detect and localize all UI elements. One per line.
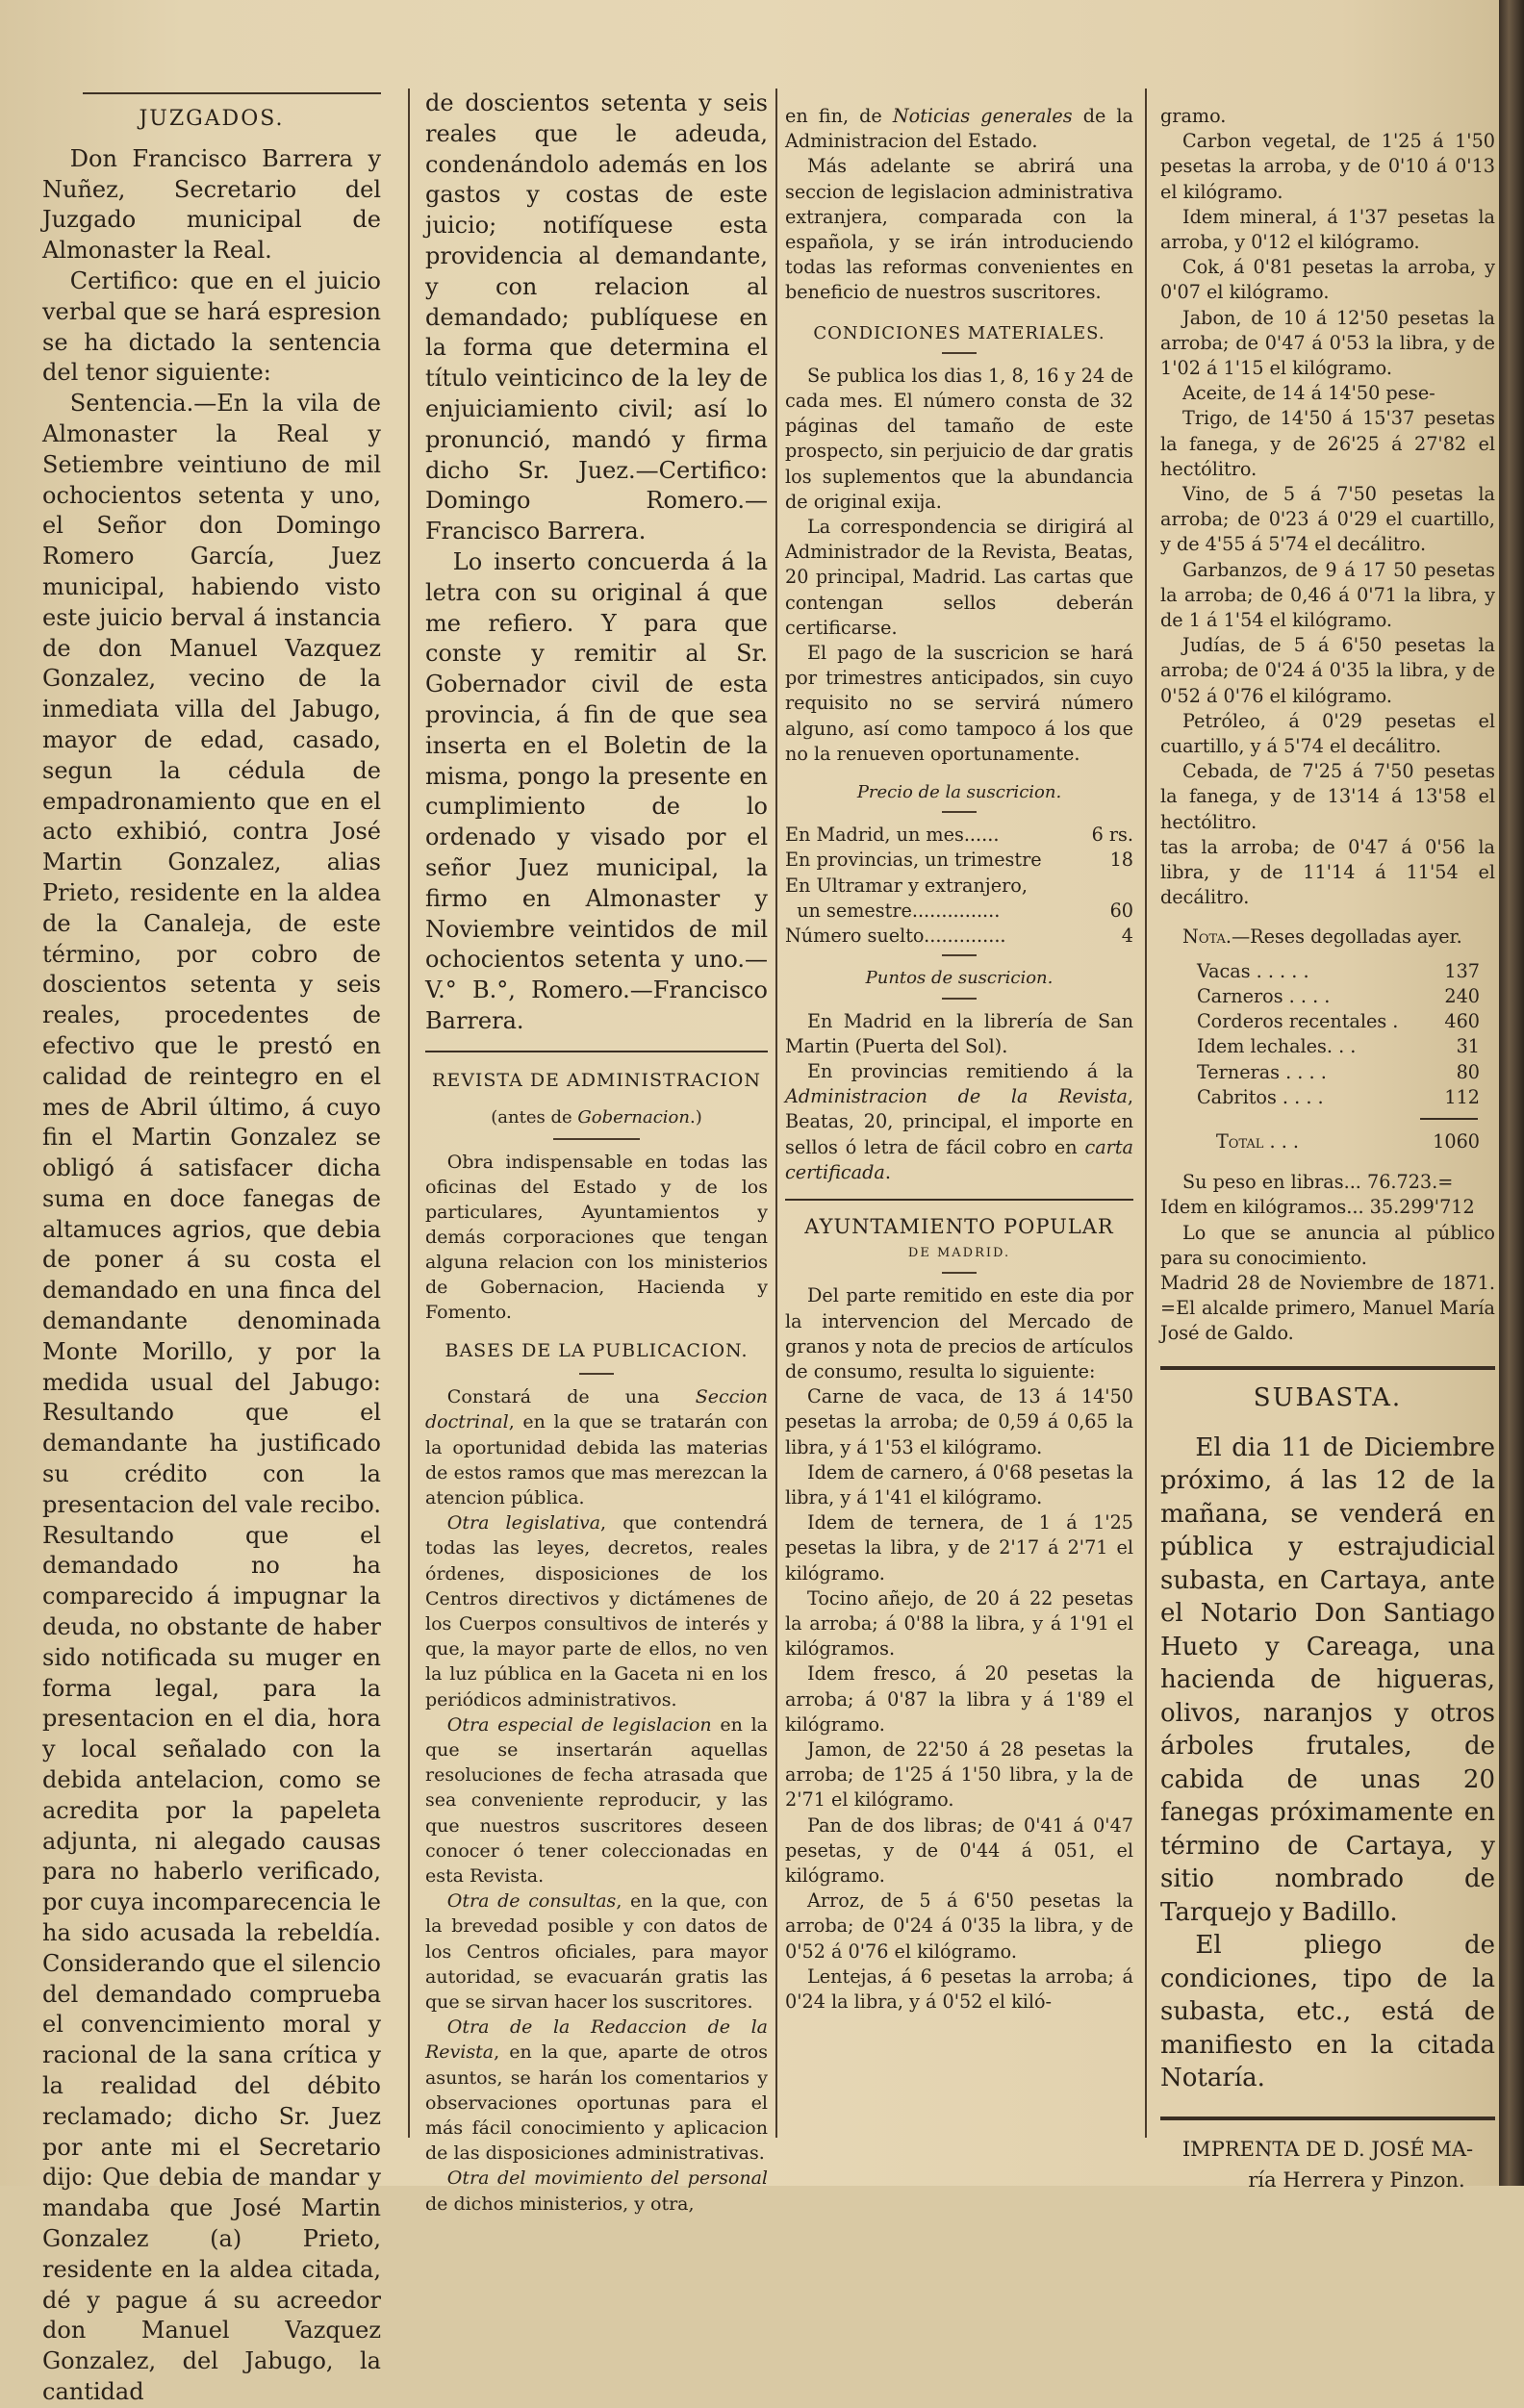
price-item: Idem de carnero, á 0'68 pesetas la libra, y á 1'41 el kilógramo. (785, 1460, 1133, 1508)
divider (942, 352, 977, 354)
divider (942, 1272, 977, 1274)
paragraph: Madrid 28 de Noviembre de 1871. =El alcalde primero, Manuel María José de Galdo. (1160, 1271, 1495, 1345)
reses-row: Terneras . . . . 80 (1197, 1060, 1480, 1083)
reses-row: Carneros . . . . 240 (1197, 984, 1480, 1007)
price-item: Carbon vegetal, de 1'25 á 1'50 pesetas la arroba, y de 0'10 á 0'13 el kilógramo. (1160, 130, 1495, 203)
price-row: En provincias, un trimestre 18 (785, 849, 1133, 872)
price-item: Idem de ternera, de 1 á 1'25 pesetas la libra, y de 2'17 á 2'71 el kilógramo. (785, 1511, 1133, 1584)
revista-subtitle-suffix: .) (689, 1106, 702, 1128)
column-rule (1145, 89, 1147, 2138)
divider (553, 1138, 640, 1140)
paragraph: Lo que se anuncia al público para su conocimiento. (1160, 1221, 1495, 1269)
base-item: Otra del movimiento del personal de dichos ministerios, y otra, (425, 2167, 768, 2215)
paragraph: en fin, de Noticias generales de la Administracion del Estado. (785, 105, 1133, 153)
subasta-body (1160, 1432, 1495, 2095)
page-binding-edge (1499, 0, 1524, 2186)
price-item: Cok, á 0'81 pesetas la arroba, y 0'07 el kilógramo. (1160, 256, 1495, 304)
price-row: En Madrid, un mes...... 6 rs. (785, 824, 1133, 847)
price-item: gramo. (1160, 105, 1227, 127)
paragraph: Sentencia.—En la vila de Almonaster la Real y Setiembre veintiuno de mil ochocientos setenta y uno, el Señor don Domingo Romero García, Juez municipal, habiendo visto este juicio berval á instancia de don Manuel Vazquez Gonzalez, vecino de la inmediata villa del Jabugo, mayor de edad, casado, segun la cédula de empadronamiento que en el acto exhibió, contra José Martin Gonzalez, alias Prieto, residente en la aldea de la Canaleja, de este término, por cobro de doscientos setenta y seis reales, procedentes de efectivo que le prestó en calidad de reintegro en el mes de Abril último, á cuyo fin el Martin Gonzalez se obligó á satisfacer dicha suma en doce fanegas de altamuces agrios, que debia de poner á su costa el demandado en una finca del demandante denominada Monte Morillo, y por la medida usual del Jabugo: Resultando que el demandante ha justificado su crédito con la presentacion del vale recibo. Resultando que el demandado no ha comparecido á impugnar la deuda, no obstante de haber sido notificada su muger en forma legal, para la presentacion en el dia, hora y local señalado con la debida antelacion, como se acredita por la papeleta adjunta, ni alegado causas para no haberlo verificado, por cuya incomparecencia le ha sido acusada la rebeldía. Considerando que el silencio del demandado comprueba el convencimiento moral y racional de la sana crítica y la realidad del débito reclamado; dicho Sr. Juez por ante mi el Secretario dijo: Que debia de mandar y mandaba que José Martin Gonzalez (a) Prieto, residente en la aldea citada, dé y pague á su acreedor don Manuel Vazquez Gonzalez, del Jabugo, la cantidad (42, 390, 381, 2405)
price-item: Judías, de 5 á 6'50 pesetas la arroba; de 0'24 á 0'35 la libra, y de 0'52 á 0'76 el kilógramo. (1160, 634, 1495, 707)
column-2 (425, 89, 768, 2217)
paragraph: El pago de la suscricion se hará por trimestres anticipados, sin cuyo requisito no se servirá número alguno, así como tampoco á los que no la renueven oportunamente. (785, 642, 1133, 765)
price-item: Idem fresco, á 20 pesetas la arroba; á 0'87 la libra y á 1'89 el kilógramo. (785, 1662, 1133, 1736)
price-item: Pan de dos libras; de 0'41 á 0'47 pesetas, y de 0'44 á 051, el kilógramo. (785, 1813, 1133, 1887)
base-item: Otra de consultas, en la que, con la brevedad posible y con datos de los Centros oficiales, para mayor autoridad, se evacuarán gratis las que se sirvan hacer los suscritores. (425, 1890, 768, 2013)
paragraph: Idem en kilógramos... 35.299'712 (1160, 1196, 1475, 1219)
base-item: Constará de una Seccion doctrinal, en la que se tratarán con la oportunidad debida las materias de estos ramos que mas merezcan la atencion pública. (425, 1386, 768, 1508)
imprenta-line-1: IMPRENTA DE D. JOSÉ MA- (1181, 2137, 1474, 2161)
paragraph: Su peso en libras... 76.723.= (1182, 1171, 1454, 1194)
juzgados-heading: JUZGADOS. (139, 107, 285, 131)
paragraph: Del parte remitido en este dia por la intervencion del Mercado de granos y nota de precios de artículos de consumo, resulta lo siguiente: (785, 1284, 1133, 1382)
reses-row: Vacas . . . . . 137 (1197, 959, 1480, 982)
imprenta-footer (1160, 2134, 1495, 2195)
divider (942, 811, 977, 813)
column-1 (42, 89, 381, 2408)
divider (942, 954, 977, 956)
paragraph: Don Francisco Barrera y Nuñez, Secretario del Juzgado municipal de Almonaster la Real. (42, 144, 381, 265)
paragraph: El dia 11 de Diciembre próximo, á las 12 de la mañana, se venderá en pública y estrajudicial subasta, en Cartaya, ante el Notario Don Santiago Hueto y Careaga, una hacienda de higueras, olivos, naranjos y otros árboles frutales, de cabida de unas 20 fanegas próximamente en término de Cartaya, y sitio nombrado de Tarquejo y Badillo. (1160, 1432, 1495, 1927)
column-rule (775, 89, 777, 2138)
price-item: Garbanzos, de 9 á 17 50 pesetas la arroba; de 0,46 á 0'71 la libra, y de 1 á 1'54 el kilógramo. (1160, 558, 1495, 632)
price-item: Vino, de 5 á 7'50 pesetas la arroba; de 0'23 á 0'29 el cuartillo, y de 4'55 á 5'74 el decálitro. (1160, 483, 1495, 556)
paragraph: En provincias remitiendo á la Administracion de la Revista, Beatas, 20, principal, el importe en sellos ó letra de fácil cobro en carta certificada. (785, 1059, 1133, 1183)
reses-row: Cabritos . . . . 112 (1197, 1085, 1480, 1108)
ayuntamiento-heading: AYUNTAMIENTO POPULAR (804, 1214, 1114, 1238)
reses-row: Corderos recentales . 460 (1197, 1010, 1480, 1033)
reses-row: Idem lechales. . . 31 (1197, 1035, 1480, 1058)
section-rule (1160, 1366, 1495, 1370)
revista-heading: REVISTA DE ADMINISTRACION (432, 1069, 761, 1091)
revista-intro: Obra indispensable en todas las oficinas del Estado y de los particulares, Ayuntamientos y demás corporaciones que tengan alguna relacion con los ministerios de Gobernacion, Hacienda y Fomento. (425, 1152, 768, 1324)
reses-total-row: Total . . . 1060 (1216, 1129, 1480, 1153)
section-rule (1160, 2117, 1495, 2120)
paragraph: Más adelante se abrirá una seccion de legislacion administrativa extranjera, comparada con la española, y se irán introduciendo todas las reformas convenientes en beneficio de nuestros suscritores. (785, 155, 1133, 304)
bases-list (425, 1384, 768, 2217)
puntos-heading: Puntos de suscricion. (865, 968, 1054, 989)
bases-heading: BASES DE LA PUBLICACION. (444, 1340, 749, 1362)
paragraph: Lo inserto concuerda á la letra con su original á que me refiero. Y para que conste y remitir al Sr. Gobernador civil de esta provincia, á fin de que sea inserta en el Boletin de la misma, pongo la presente en cumplimiento de lo ordenado y visado por el señor Juez municipal, la firmo en Almonaster y Noviembre veintidos de mil ochocientos setenta y uno.—V.° B.°, Romero.—Francisco Barrera. (425, 547, 768, 1034)
column-4 (1160, 104, 1495, 2195)
paragraph: En Madrid en la librería de San Martin (Puerta del Sol). (785, 1009, 1133, 1057)
price-item: tas la arroba; de 0'47 á 0'56 la libra, y de 11'14 á 11'54 el decálitro. (1160, 835, 1495, 909)
sum-rule (1420, 1118, 1478, 1120)
ayuntamiento-subheading: DE MADRID. (907, 1246, 1011, 1261)
price-item: Aceite, de 14 á 14'50 pese- (1182, 382, 1435, 405)
nota-text: —Reses degolladas ayer. (1231, 925, 1462, 948)
price-item: Jabon, de 10 á 12'50 pesetas la arroba; de 0'47 á 0'53 la libra, y de 1'02 á 1'15 el kilógramo. (1160, 306, 1495, 380)
condiciones-heading: CONDICIONES MATERIALES. (813, 322, 1105, 343)
price-item: Trigo, de 14'50 á 15'37 pesetas la fanega, y de 26'25 á 27'82 el hectólitro. (1160, 407, 1495, 480)
paragraph: Certifico: que en el juicio verbal que se hará espresion se ha dictado la sentencia del tenor siguiente: (42, 266, 381, 387)
precio-heading: Precio de la suscricion. (856, 782, 1062, 803)
price-row: Número suelto.............. 4 (785, 925, 1133, 948)
base-item: Otra especial de legislacion en la que se insertarán aquellas resoluciones de fecha atrasada que sea conveniente reproducir, y las que nuestros suscritores deseen conocer ó tener coleccionadas en esta Revista. (425, 1713, 769, 1887)
column-3 (785, 104, 1133, 2015)
section-rule (425, 1051, 768, 1052)
nota-line (1160, 925, 1495, 950)
revista-subtitle-prefix: (antes de (491, 1106, 578, 1128)
price-item: Idem mineral, á 1'37 pesetas la arroba, y 0'12 el kilógramo. (1160, 205, 1495, 254)
price-item: Petróleo, á 0'29 pesetas el cuartillo, y á 5'74 el decálitro. (1160, 709, 1495, 758)
price-item: Jamon, de 22'50 á 28 pesetas la arroba; de 1'25 á 1'50 libra, y la de 2'71 el kilógramo. (785, 1737, 1133, 1812)
precios-table (785, 823, 1133, 949)
paragraph: El pliego de condiciones, tipo de la subasta, etc., está de manifiesto en la citada Notaría. (1160, 1931, 1495, 2093)
price-row: un semestre............... 60 (785, 899, 1133, 922)
price-row: En Ultramar y extranjero, (785, 874, 1028, 897)
price-item: Tocino añejo, de 20 á 22 pesetas la arroba; á 0'88 la libra, y á 1'91 el kilógramos. (785, 1586, 1133, 1660)
paragraph: La correspondencia se dirigirá al Administrador de la Revista, Beatas, 20 principal, Madrid. Las cartas que contengan sellos deberán certificarse. (785, 516, 1133, 639)
revista-subtitle-italic: Gobernacion (577, 1106, 690, 1128)
base-item: Otra de la Redaccion de la Revista, en la que, aparte de otros asuntos, se harán los comentarios y observaciones oportunas para el más fácil conocimiento y aplicacion de las disposiciones administrativas. (425, 2016, 768, 2165)
base-item: Otra legislativa, que contendrá todas las leyes, decretos, reales órdenes, disposiciones de los Centros directivos y dictámenes de los Cuerpos consultivos de interés y que, la mayor parte de ellos, no ven la luz pública en la Gaceta ni en los periódicos administrativos. (425, 1512, 768, 1711)
divider (942, 998, 977, 1000)
price-item: Lentejas, á 6 pesetas la arroba; á 0'24 la libra, y á 0'52 el kiló- (785, 1964, 1133, 2014)
section-rule (785, 1199, 1133, 1201)
price-item: Carne de vaca, de 13 á 14'50 pesetas la arroba; de 0,59 á 0,65 la libra, y á 1'53 el kilógramo. (785, 1385, 1133, 1458)
nota-label: Nota. (1182, 925, 1232, 948)
price-item: Cebada, de 7'25 á 7'50 pesetas la fanega, y de 13'14 á 13'58 el hectólitro. (1160, 760, 1495, 833)
subasta-heading: SUBASTA. (1253, 1382, 1403, 1412)
divider (579, 1373, 614, 1375)
paragraph: de doscientos setenta y seis reales que le adeuda, condenándolo además en los gastos y costas de este juicio; notifíquese esta providencia al demandante, y con relacion al demandado; publíquese en la forma que determina el título veinticinco de la ley de enjuiciamiento civil; así lo pronunció, mandó y firma dicho Sr. Juez.—Certifico: Domingo Romero.—Francisco Barrera. (425, 89, 768, 545)
imprenta-line-2: ría Herrera y Pinzon. (1248, 2167, 1465, 2192)
paragraph: Se publica los dias 1, 8, 16 y 24 de cada mes. El número consta de 32 páginas del tamaño de este prospecto, sin perjuicio de dar gratis los suplementos que la abundancia de original exija. (785, 364, 1133, 513)
revista-subtitle (425, 1103, 768, 1133)
reses-table (1160, 959, 1495, 1154)
column-rule (408, 89, 410, 2138)
price-item: Arroz, de 5 á 6'50 pesetas la arroba; de 0'24 á 0'35 la libra, y de 0'52 á 0'76 el kilógramo. (785, 1889, 1133, 1963)
